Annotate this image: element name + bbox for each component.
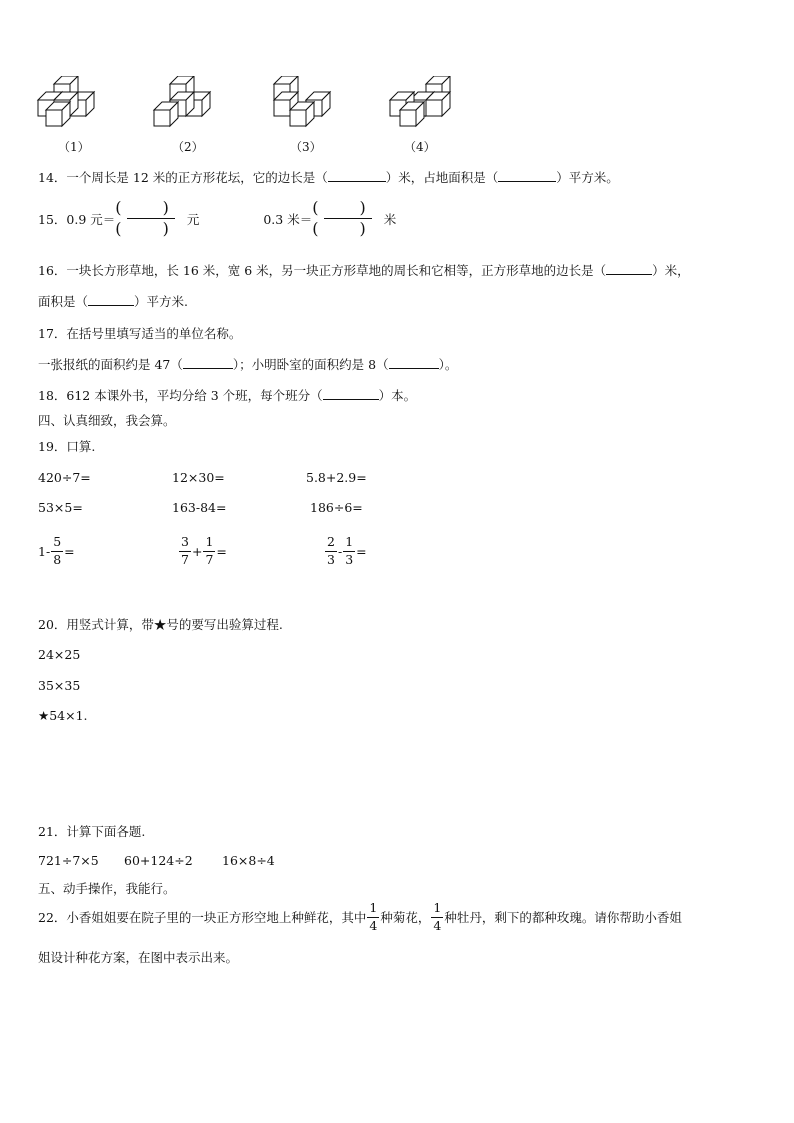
question-20-title: 20．用竖式计算，带★号的要写出验算过程. xyxy=(38,617,283,632)
conversion-unit-b: 米 xyxy=(383,211,397,227)
calc-item: 60+124÷2 xyxy=(124,853,193,868)
question-22-line-2: 姐设计种花方案，在图中表示出来。 xyxy=(38,950,239,965)
answer-blank[interactable] xyxy=(498,170,556,182)
section-heading-4: 四、认真细致，我会算。 xyxy=(38,413,176,428)
figure-4 xyxy=(390,76,450,126)
answer-blank[interactable] xyxy=(389,357,439,369)
vertical-calc-item: 35×35 xyxy=(38,678,81,693)
question-17-line: 一张报纸的面积约是 47（ ）；小明卧室的面积约是 8（ ）。 xyxy=(38,357,458,372)
fraction-one-quarter: $\frac{1}{4}$ xyxy=(433,900,442,933)
oral-calc-item: 163-84= xyxy=(172,500,227,515)
figure-label-1: （1） xyxy=(58,140,90,154)
question-21-title: 21．计算下面各题. xyxy=(38,824,146,839)
oral-calc-fraction-2: $\frac{3}{7}$ + $\frac{1}{7}$ = xyxy=(181,534,227,567)
cube-figures xyxy=(30,76,470,134)
oral-calc-fraction-1: 1- $\frac{5}{8}$ = xyxy=(38,534,75,567)
oral-calc-item: 53×5= xyxy=(38,500,83,515)
oral-calc-item: 420÷7= xyxy=(38,470,91,485)
oral-calc-fraction-3: $\frac{2}{3}$ - $\frac{1}{3}$ = xyxy=(327,534,367,567)
question-number: 21． xyxy=(38,824,67,839)
question-number: 18． xyxy=(38,388,67,403)
conversion-left-a: 0.9 元＝ xyxy=(66,211,116,227)
section-heading-5: 五、动手操作，我能行。 xyxy=(38,881,176,896)
question-number: 14． xyxy=(38,170,67,185)
vertical-calc-item: ★54×1. xyxy=(38,708,88,723)
conversion-unit-a: 元 xyxy=(186,211,200,227)
question-15 xyxy=(38,200,396,237)
answer-fraction-b[interactable]: $\frac{( )}{( )}$ xyxy=(312,198,384,238)
question-text: 一个周长是 12 米的正方形花坛，它的边长是（ xyxy=(66,170,328,185)
oral-calc-item: 5.8+2.9= xyxy=(306,470,367,485)
fraction-one-quarter: $\frac{1}{4}$ xyxy=(369,900,378,933)
question-text: ）米， xyxy=(652,263,690,278)
calc-item: 721÷7×5 xyxy=(38,853,99,868)
calc-item: 16×8÷4 xyxy=(222,853,275,868)
question-text: 一块长方形草地，长 16 米，宽 6 米，另一块正方形草地的周长和它相等，正方形草地的边长是（ xyxy=(66,263,607,278)
question-number: 15． xyxy=(38,211,67,227)
question-text: ）平方米. xyxy=(134,294,188,309)
question-number: 17． xyxy=(38,326,67,341)
question-number: 19． xyxy=(38,439,67,454)
answer-blank[interactable] xyxy=(606,263,652,275)
question-22-line-1: 22． 小香姐姐要在院子里的一块正方形空地上种鲜花，其中 $\frac{1}{4}$ 种菊花， $\frac{1}{4}$ 种牡丹，剩下的都种玫瑰。请你帮助小香姐 xyxy=(38,900,682,933)
figure-3 xyxy=(274,76,330,126)
figure-2 xyxy=(154,76,210,126)
question-18: 18．612 本课外书，平均分给 3 个班，每个班分（ ）本。 xyxy=(38,388,417,403)
question-text: 在括号里填写适当的单位名称。 xyxy=(66,326,242,341)
answer-blank[interactable] xyxy=(183,357,233,369)
question-17-title xyxy=(38,324,241,342)
oral-calc-item: 186÷6= xyxy=(310,500,363,515)
question-19-title: 19．口算. xyxy=(38,439,96,454)
vertical-calc-item: 24×25 xyxy=(38,647,81,662)
answer-blank[interactable] xyxy=(88,294,134,306)
question-text: 面积是（ xyxy=(38,294,89,309)
question-14 xyxy=(38,168,619,186)
figure-label-2: （2） xyxy=(172,140,204,154)
figure-1 xyxy=(38,76,94,126)
figure-label-4: （4） xyxy=(404,140,436,154)
question-text: ）平方米。 xyxy=(556,170,619,185)
question-16-line-2 xyxy=(38,292,188,310)
question-number: 16． xyxy=(38,263,67,278)
question-number: 22． xyxy=(38,910,67,925)
conversion-left-b: 0.3 米＝ xyxy=(263,211,313,227)
oral-calc-item: 12×30= xyxy=(172,470,225,485)
question-16-line-1 xyxy=(38,261,690,279)
answer-blank[interactable] xyxy=(323,388,379,400)
figure-label-3: （3） xyxy=(290,140,322,154)
question-text: ）米，占地面积是（ xyxy=(385,170,499,185)
answer-blank[interactable] xyxy=(328,170,386,182)
question-number: 20． xyxy=(38,617,67,632)
answer-fraction-a[interactable]: $\frac{( )}{( )}$ xyxy=(115,198,187,238)
